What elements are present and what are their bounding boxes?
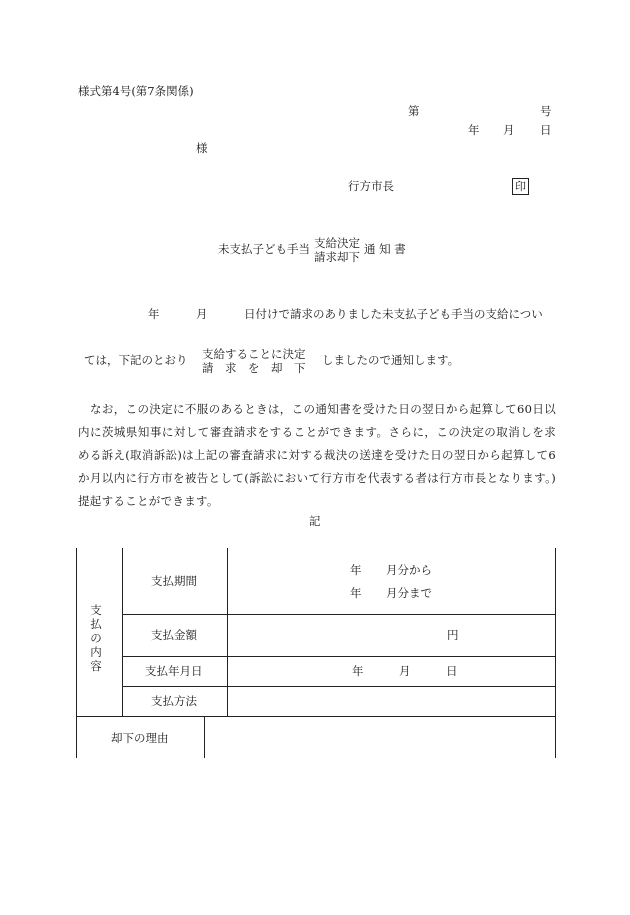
date-year: 年 — [468, 123, 480, 137]
title-options — [314, 236, 360, 265]
payment-date-label: 支払年月日 — [145, 664, 203, 678]
payment-date-month: 月 — [399, 664, 411, 678]
title-option-approve: 支給決定 — [314, 236, 360, 250]
payment-content-label: 支 払 の 内 容 — [90, 603, 102, 673]
number-prefix: 第 — [408, 104, 420, 118]
date-month: 月 — [503, 123, 515, 137]
title-prefix: 未支払子ども手当 — [218, 242, 310, 256]
amount-unit: 円 — [447, 628, 459, 642]
body-year: 年 — [148, 307, 160, 321]
form-label: 様式第4号(第7条関係) — [78, 84, 194, 98]
body-option-approve: 支給することに決定 — [202, 347, 306, 361]
addressee-suffix: 様 — [196, 141, 208, 155]
payment-method-label: 支払方法 — [151, 694, 197, 708]
appeal-paragraph: なお，この決定に不服のあるときは，この通知書を受けた日の翌日から起算して60日以内に茨城県知事に対して審査請求をすることができます。さらに，この決定の取消しを求める訴え(取消訴訟)は上記の審査請求に対する裁決の送達を受けた日の翌日から起算して6か月以内に行方市を被告として(訴訟において行方市を代表する者は行方市長となります。)提起することができます。 — [78, 402, 556, 508]
issuer-title: 行方市長 — [348, 179, 394, 193]
payment-date-day: 日 — [446, 664, 458, 678]
body-line-2-start: ては，下記のとおり — [84, 353, 188, 367]
title-option-reject: 請求却下 — [314, 250, 360, 265]
body-line-1: 日付けで請求のありました未支払子ども手当の支給につい — [244, 307, 543, 321]
rejection-reason-label: 却下の理由 — [111, 731, 169, 745]
period-label: 支払期間 — [151, 574, 197, 588]
amount-label: 支払金額 — [151, 628, 197, 642]
period-to-year: 年 — [350, 586, 362, 600]
period-from-year: 年 — [350, 563, 362, 577]
body-options — [202, 347, 306, 376]
number-suffix: 号 — [540, 104, 552, 118]
body-line-2-end: しましたので通知します。 — [322, 353, 460, 367]
seal-stamp: 印 — [512, 178, 529, 195]
body-option-reject: 請 求 を 却 下 — [202, 361, 306, 376]
period-from-text: 月分から — [386, 563, 432, 577]
title-suffix: 通 知 書 — [364, 242, 406, 256]
date-day: 日 — [540, 123, 552, 137]
body-month: 月 — [196, 307, 208, 321]
payment-date-year: 年 — [352, 664, 364, 678]
ki-label: 記 — [309, 514, 321, 528]
period-to-text: 月分まで — [386, 586, 432, 600]
